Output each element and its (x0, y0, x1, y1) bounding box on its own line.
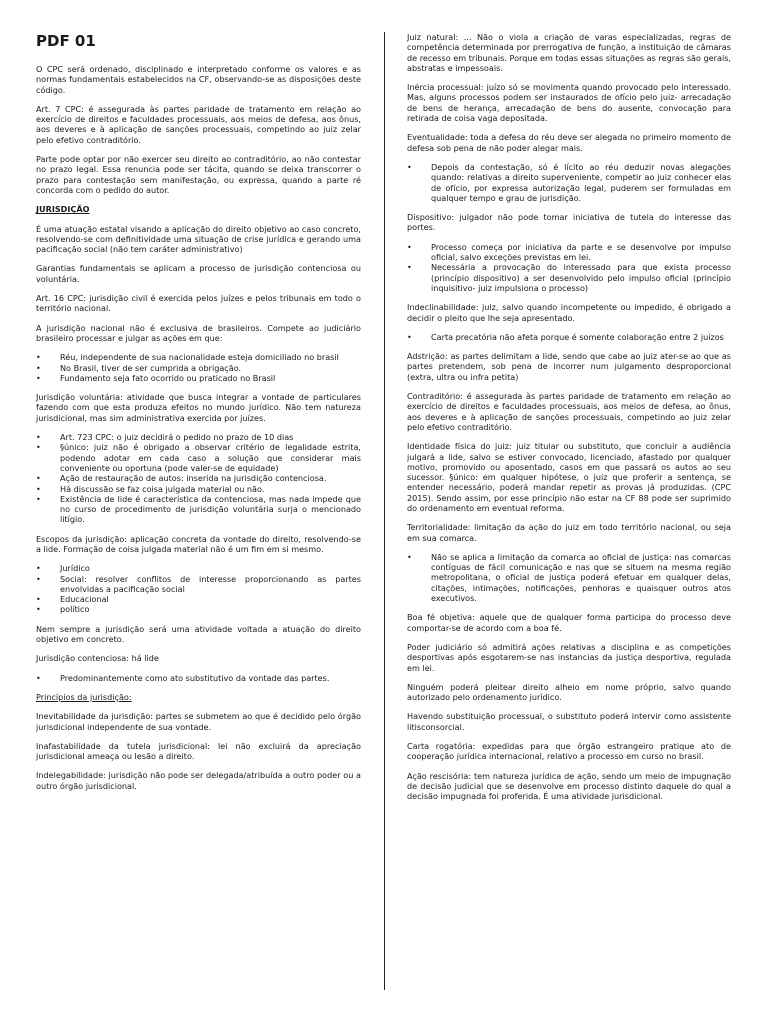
page-title: PDF 01 (36, 32, 96, 50)
paragraph: Ação rescisória: tem natureza jurídica de ação, sendo um meio de impugnação de decisão judicial que se desenvolve em processo distinto daquele do qual a decisão impugnada foi proferida. É uma atividade jurisdicional. (407, 770, 731, 802)
paragraph: Indelegabilidade: jurisdição não pode ser delegada/atribuída a outro poder ou a outro órgão jurisdicional. (36, 770, 361, 791)
paragraph: Jurisdição voluntária: atividade que busca integrar a vontade de particulares fazendo com que esta produza efeitos no mundo jurídico. Não tem natureza jurisdicional, mas sim administrativa exercida por juízes. (36, 392, 361, 423)
paragraph: Identidade física do juiz: juiz titular ou substituto, que concluir a audiência julgará a lide, salvo se estiver convocado, licenciado, afastado por qualquer motivo, promovido ou aposentado, casos em que passará os autos ao seu sucessor. §único: em qualquer hipótese, o juiz que proferir a sentença, se entender necessário, poderá mandar repetir as provas já produzidas. (CPC 2015). Sendo assim, por esse princípio não estar na CF 88 pode ser suprimido do ordenamento em eventual reforma. (407, 441, 731, 513)
list-item: • Ação de restauração de autos: inserida na jurisdição contenciosa. (36, 473, 361, 483)
list-item: • Não se aplica a limitação da comarca ao oficial de justiça: nas comarcas contíguas de fácil comunicação e nas que se situem na mesma região metropolitana, o oficial de justiça poderá efetuar em qualquer delas, citações, intimações, notificações, penhoras e quaisquer outros atos executivos. (407, 552, 731, 603)
paragraph: Jurisdição contenciosa: há lide (36, 653, 159, 664)
bullet-list (407, 332, 731, 342)
paragraph: Inércia processual: juízo só se movimenta quando provocado pelo interessado. Mas, alguns processos podem ser instaurados de ofício pelo juiz- arrecadação de bens de herança, arrecadação de bens do ausente, convocação para retirada de coisa vaga depositada. (407, 82, 731, 124)
left-column (36, 32, 361, 800)
list-item: • Jurídico (36, 563, 361, 573)
paragraph: Parte pode optar por não exercer seu direito ao contraditório, ao não contestar no prazo legal. Essa renuncia pode ser tácita, quando se deixa transcorrer o prazo para contestação sem manifestação, ou expressa, quando a parte ré concorda com o pedido do autor. (36, 154, 361, 195)
paragraph: Inafastabilidade da tutela jurisdicional: lei não excluirá da apreciação jurisdicional ameaça ou lesão a direito. (36, 740, 361, 762)
right-column (407, 32, 731, 811)
list-item: • Necessária a provocação do interessado para que exista processo (princípio dispositivo) a ser desenvolvido pelo impulso oficial (princípio inquisitivo- juiz impulsiona o processo) (407, 262, 731, 293)
paragraph: O CPC será ordenado, disciplinado e interpretado conforme os valores e as normas fundamentais estabelecidos na CF, observando-se as disposições deste código. (36, 64, 361, 95)
paragraph: Carta rogatória: expedidas para que órgão estrangeiro pratique ato de cooperação jurídica internacional, relativo a processo em curso no brasil. (407, 741, 731, 762)
list-item: • Predominantemente como ato substitutivo da vontade das partes. (36, 673, 361, 683)
bullet-list (36, 563, 361, 614)
paragraph: Ninguém poderá pleitear direito alheio em nome próprio, salvo quando autorizado pelo ordenamento jurídico. (407, 681, 731, 703)
list-item: • Educacional (36, 594, 361, 604)
paragraph: Eventualidade: toda a defesa do réu deve ser alegada no primeiro momento de defesa sob pena de não poder alegar mais. (407, 132, 731, 153)
list-item: • No Brasil, tiver de ser cumprida a obrigação. (36, 363, 361, 373)
bullet-list (36, 352, 361, 383)
paragraph: Adstrição: as partes delimitam a lide, sendo que cabe ao juiz ater-se ao que as partes pretendem, sob pena de incorrer num julgamento desproporcional (extra, ultra ou infra petita) (407, 351, 731, 382)
bullet-list (36, 432, 361, 525)
paragraph: Art. 16 CPC: jurisdição civil é exercida pelos juízes e pelos tribunais em todo o território nacional. (36, 293, 361, 314)
paragraph: Juiz natural: ... Não o viola a criação de varas especializadas, regras de competência determinada por prerrogativa de função, a instituição de câmaras de recesso em tribunais. Porque em todas essas situações as regras são gerais, abstratas e impessoais. (407, 32, 731, 73)
list-item: • político (36, 604, 361, 614)
section-heading-jurisdicao: JURISDIÇÃO (36, 204, 90, 215)
list-item: • Fundamento seja fato ocorrido ou praticado no Brasil (36, 373, 361, 383)
list-item: • §único: juiz não é obrigado a observar critério de legalidade estrita, podendo adotar em cada caso a solução que considerar mais conveniente ou oportuna (pode valer-se de equidade) (36, 442, 361, 473)
paragraph: Nem sempre a jurisdição será uma atividade voltada a atuação do direito objetivo em concreto. (36, 623, 361, 645)
paragraph: A jurisdição nacional não é exclusiva de brasileiros. Compete ao judiciário brasileiro processar e julgar as ações em que: (36, 322, 361, 343)
paragraph: Art. 7 CPC: é assegurada às partes paridade de tratamento em relação ao exercício de direitos e faculdades processuais, aos meios de defesa, aos ônus, aos deveres e à aplicação de sanções processuais, competindo ao juiz zelar pelo efetivo contraditório. (36, 103, 361, 145)
paragraph: Dispositivo: julgador não pode tomar iniciativa de tutela do interesse das portes. (407, 212, 731, 233)
paragraph: Boa fé objetiva: aquele que de qualquer forma participa do processo deve comportar-se de acordo com a boa fé. (407, 612, 731, 633)
bullet-list (407, 162, 731, 203)
list-item: • Depois da contestação, só é lícito ao réu deduzir novas alegações quando: relativas a direito superveniente, competir ao juiz conhecer elas de ofício, por expressa autorização legal, puderem ser formuladas em qualquer tempo e grau de jurisdição. (407, 162, 731, 203)
column-divider (384, 32, 385, 990)
bullet-list (36, 673, 361, 683)
paragraph: Havendo substituição processual, o substituto poderá intervir como assistente litisconsorcial. (407, 711, 731, 732)
paragraph: Indeclinabilidade: juiz, salvo quando incompetente ou impedido, é obrigado a decidir o pleito que lhe seja apresentado. (407, 302, 731, 323)
list-item: • Processo começa por iniciativa da parte e se desenvolve por impulso oficial, salvo exceções previstas em lei. (407, 242, 731, 263)
paragraph: Poder judiciário só admitirá ações relativas a disciplina e as competições desportivas após esgotarem-se nas instancias da justiça desportiva, regulada em lei. (407, 641, 731, 673)
paragraph: É uma atuação estatal visando a aplicação do direito objetivo ao caso concreto, resolvendo-se com definitividade uma situação de crise jurídica e gerando uma pacificação social (não tem caráter administrativo) (36, 223, 361, 255)
list-item: • Art. 723 CPC: o juiz decidirá o pedido no prazo de 10 dias (36, 432, 361, 442)
list-item: • Carta precatória não afeta porque é somente colaboração entre 2 juízos (407, 332, 731, 342)
list-item: • Existência de lide é característica da contenciosa, mas nada impede que no curso de procedimento de jurisdição voluntária surja o mencionado litígio. (36, 494, 361, 525)
paragraph: Contraditório: é assegurada às partes paridade de tratamento em relação ao exercício de direitos e faculdades processuais, aos meios de defesa, ao ônus, aos deveres e à aplicação de sanções processuais, competindo ao juiz zelar pelo efetivo contraditório. (407, 391, 731, 432)
paragraph: Garantias fundamentais se aplicam a processo de jurisdição contenciosa ou voluntária. (36, 263, 361, 284)
paragraph: Escopos da jurisdição: aplicação concreta da vontade do direito, resolvendo-se a lide. Formação de coisa julgada material não é um fim em si mesmo. (36, 533, 361, 554)
bullet-list (407, 242, 731, 293)
list-item: • Há discussão se faz coisa julgada material ou não. (36, 484, 361, 494)
bullet-list (407, 552, 731, 603)
paragraph: Inevitabilidade da jurisdição: partes se submetem ao que é decidido pelo órgão jurisdicional independente de sua vontade. (36, 711, 361, 732)
section-heading-principios: Princípios da jurisdição: (36, 691, 132, 702)
list-item: • Réu, independente de sua nacionalidade esteja domiciliado no brasil (36, 352, 361, 362)
list-item: • Social: resolver conflitos de interesse proporcionando as partes envolvidas a pacificação social (36, 574, 361, 595)
paragraph: Territorialidade: limitação da ação do juiz em todo território nacional, ou seja em sua comarca. (407, 522, 731, 543)
